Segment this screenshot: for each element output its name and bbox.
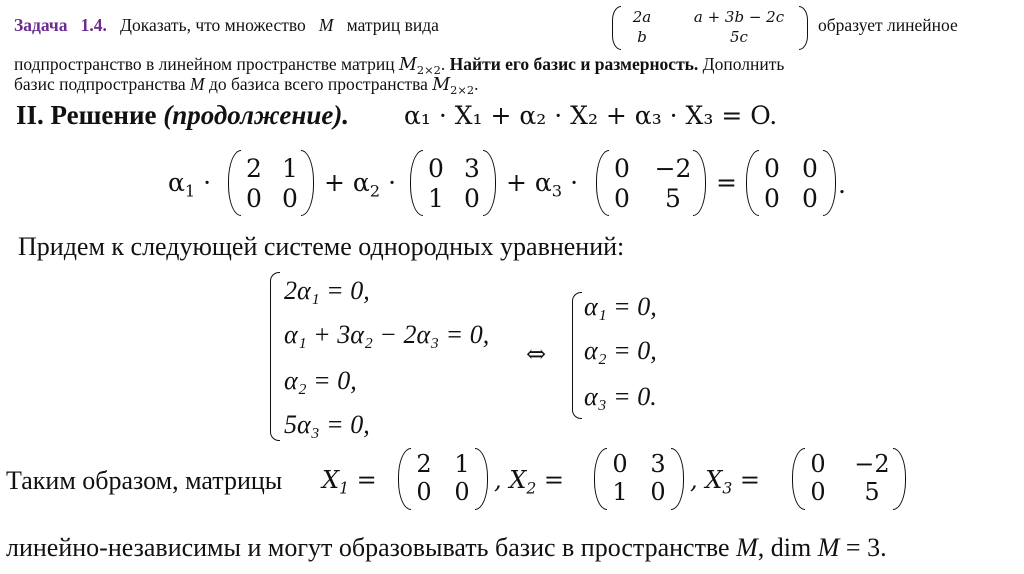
task-text-1: Доказать, что множество: [120, 15, 306, 35]
matrix-cell: 0: [282, 184, 298, 213]
task-matrix-cell: b: [637, 28, 647, 46]
matrix-x2: [410, 150, 496, 216]
final-m-2: M: [817, 533, 840, 562]
task-text-2: матриц вида: [346, 15, 439, 35]
matrix-cell: 1: [282, 154, 298, 183]
task-line-2b: Найти его базис и размерность.: [449, 54, 699, 74]
system-intro: Придем к следующей системе однородных уравнений:: [18, 232, 625, 261]
matrix-cell: 1: [612, 478, 628, 506]
equals-sign: =: [716, 168, 737, 197]
set-m: M: [318, 15, 334, 35]
matrix-cell: 0: [612, 450, 628, 478]
left-brace-top: [270, 272, 280, 353]
solution-eq: α₂ = 0,: [584, 336, 657, 365]
final-dim: dim: [770, 533, 812, 562]
matrix-x3: [596, 150, 706, 216]
system-eq: α₁ + 3α₂ − 2α₃ = 0,: [284, 320, 490, 349]
solution-eq: α₁ = 0,: [584, 292, 657, 321]
matrix-cell: 3: [464, 154, 480, 183]
matrix-cell: 0: [464, 184, 480, 213]
label-x2: , $X_2$ =: [494, 466, 565, 498]
matrix-cell: 0: [802, 154, 818, 183]
matrix-x1: [228, 150, 314, 216]
matrix-cell: 0: [246, 184, 262, 213]
coef-alpha-2: + $\alpha_2$ ·: [324, 168, 397, 201]
final-line: линейно-независимы и могут образовывать базис в пространстве M, dim M = 3.: [6, 533, 887, 562]
task-line-2a: подпространство в линейном пространстве матриц: [14, 54, 395, 74]
matrix-cell: 5: [665, 184, 681, 213]
matrix-cell: −2: [654, 154, 692, 183]
space-dims-2: 2×2: [450, 82, 475, 97]
matrix-cell: 0: [454, 478, 470, 506]
left-brace-bottom: [270, 352, 280, 441]
matrix-cell: 0: [614, 184, 630, 213]
matrix-cell: 3: [650, 450, 666, 478]
matrix-cell: 0: [614, 154, 630, 183]
matrix-cell: 0: [810, 478, 826, 506]
matrix-cell: 5: [864, 478, 880, 506]
result-matrix-x1: [398, 448, 488, 510]
solution-heading: [16, 100, 349, 131]
heading-part-b: (продолжение).: [163, 100, 350, 130]
final-text: линейно-независимы и могут образовывать базис в пространстве: [6, 533, 730, 562]
right-brace-top: [572, 292, 582, 355]
matrix-cell: 2: [246, 154, 262, 183]
set-m-2: M: [190, 74, 205, 94]
space-m22-2: M: [432, 75, 451, 95]
task-matrix-cell: 2a: [632, 8, 652, 26]
matrix-cell: 0: [764, 184, 780, 213]
task-line-3: базис подпространства M до базиса всего пространства $M_{2\times 2}$.: [14, 74, 479, 97]
task-line-3a: базис подпространства: [14, 74, 186, 94]
matrix-cell: 1: [428, 184, 444, 213]
result-matrix-x3: [792, 448, 906, 510]
final-value: = 3.: [845, 533, 887, 562]
task-line-2c: Дополнить: [702, 54, 785, 74]
task-line-2: подпространство в линейном пространстве матриц $M_{2\times 2}$. Найти его базис и размерность. Дополнить: [14, 54, 785, 77]
matrix-cell: −2: [854, 450, 890, 478]
task-matrix: [612, 6, 808, 50]
label-x3: , $X_3$ =: [690, 466, 761, 498]
right-brace-bottom: [572, 354, 582, 419]
space-m22: M: [399, 55, 417, 75]
label-x1: $X_1$ =: [322, 466, 377, 498]
period: .: [838, 170, 846, 199]
matrix-cell: 0: [764, 154, 780, 183]
matrix-cell: 2: [416, 450, 432, 478]
system-eq: 5α₃ = 0,: [284, 410, 370, 439]
matrix-cell: 0: [650, 478, 666, 506]
task-text-3: образует линейное: [818, 15, 958, 35]
task-line-3b: до базиса всего пространства: [208, 74, 428, 94]
equivalence-arrow: ⇔: [526, 340, 547, 368]
solution-eq: α₃ = 0.: [584, 382, 657, 411]
coef-alpha-3: + $\alpha_3$ ·: [506, 168, 579, 201]
matrix-cell: 0: [810, 450, 826, 478]
task-matrix-cell: a + 3b − 2c: [693, 8, 785, 26]
heading-part-a: II. Решение: [16, 100, 157, 130]
task-matrix-cell: 5c: [730, 28, 748, 46]
matrix-cell: 0: [428, 154, 444, 183]
space-dims: 2×2: [416, 62, 441, 77]
system-eq: α₂ = 0,: [284, 366, 357, 395]
task-number: 1.4.: [80, 15, 107, 35]
result-matrix-x2: [594, 448, 684, 510]
final-m: M: [736, 533, 758, 562]
task-label: Задача: [14, 15, 68, 35]
coef-alpha-1: $\alpha_1$ ·: [168, 168, 212, 201]
conclusion-text: Таким образом, матрицы: [6, 466, 283, 495]
system-eq: 2α₁ = 0,: [284, 276, 370, 305]
matrix-cell: 0: [416, 478, 432, 506]
matrix-cell: 1: [454, 450, 470, 478]
matrix-cell: 0: [802, 184, 818, 213]
zero-matrix: [746, 150, 836, 216]
vector-equation: α₁ · X₁ + α₂ · X₂ + α₃ · X₃ = O.: [404, 101, 778, 130]
